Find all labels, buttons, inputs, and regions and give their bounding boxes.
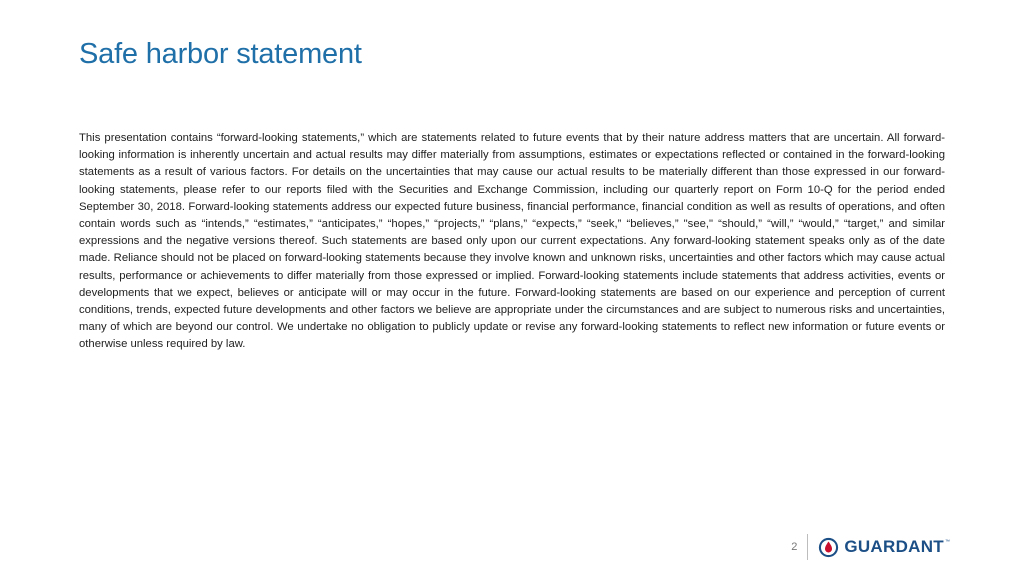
slide-footer [791,532,950,562]
safe-harbor-body: This presentation contains “forward-looking statements,” which are statements related to future events that by their nature address matters that are uncertain. All forward-looking information is inherently uncertain and actual results may differ materially from assumptions, estimates or expectations reflected or contained in the forward-looking statements as a result of various factors. For details on the uncertainties that may cause our actual results to be materially different than those expressed in our forward-looking statements, please refer to our reports filed with the Securities and Exchange Commission, including our quarterly report on Form 10-Q for the period ended September 30, 2018. Forward-looking statements address our expected future business, financial performance, financial condition as well as results of operations, and often contain words such as “intends,” “estimates,” “anticipates,” “hopes,” “projects,” “plans,” “expects,” “seek,” “believes,” "see," “should,” “will,” “would,” “target,” and similar expressions and the negative versions thereof. Such statements are based only upon our current expectations. Any forward-looking statement speaks only as of the date made. Reliance should not be placed on forward-looking statements because they involve known and unknown risks, uncertainties and other factors which may cause actual results, performance or achievements to differ materially from those expressed or implied. Forward-looking statements include statements that address activities, events or developments that we expect, believes or anticipate will or may occur in the future. Forward-looking statements are based on our experience and perception of current conditions, trends, expected future developments and other factors we believe are appropriate under the circumstances and are subject to numerous risks and uncertainties, many of which are beyond our control. We undertake no obligation to publicly update or revise any forward-looking statements to reflect new information or future events or otherwise unless required by law. [79,132,945,351]
page-number: 2 [791,541,798,553]
blood-drop-icon [818,537,839,558]
logo-wordmark: GUARDANT [844,537,944,556]
logo-trademark: ™ [945,538,950,545]
guardant-logo [818,537,950,558]
footer-divider [807,534,808,560]
slide-title: Safe harbor statement [79,38,362,70]
